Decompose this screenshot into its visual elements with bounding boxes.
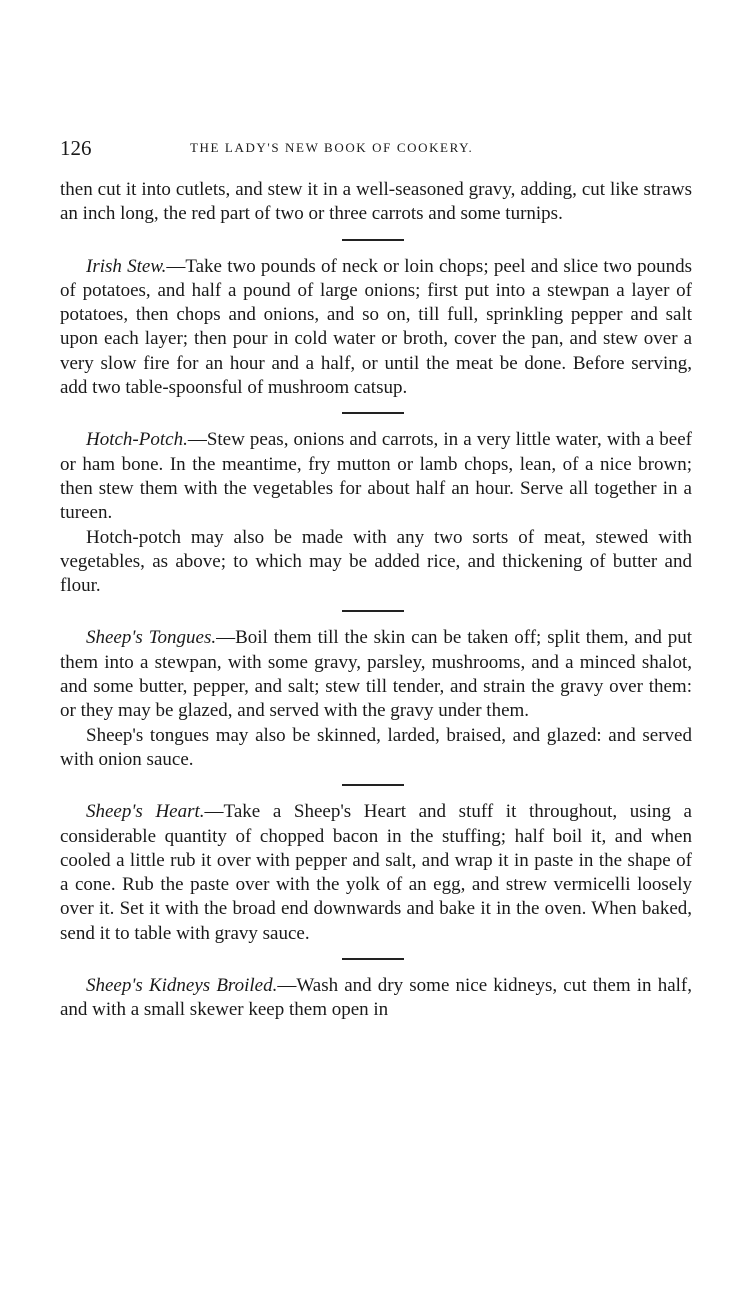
section-divider	[342, 412, 404, 414]
recipe-note: Hotch-potch may also be made with any two sorts of meat, stewed with vegetables, as above; to which may be added rice, and thickening of butter and flour.	[60, 526, 692, 597]
recipe-irish-stew	[60, 255, 692, 401]
recipe-sheeps-heart	[60, 800, 692, 946]
page-body	[60, 178, 692, 1023]
recipe-text: —Wash and dry some nice kidneys, cut them in half, and with a small skewer keep them open in	[60, 975, 692, 1021]
recipe-title: Hotch-Potch.	[86, 429, 188, 451]
recipe-sheeps-tongues	[60, 626, 692, 723]
recipe-text: —Take two pounds of neck or loin chops; peel and slice two pounds of potatoes, and half a pound of large onions; first put into a stewpan a layer of potatoes, then chops and onions, and so on, till full, sprinkling pepper and salt upon each layer; then pour in cold water or broth, cover the pan, and stew over a very slow fire for an hour and a half, or until the meat be done. Before serving, add two table-spoonsful of mushroom catsup.	[60, 255, 692, 399]
continued-paragraph: then cut it into cutlets, and stew it in a well-seasoned gravy, adding, cut like straws an inch long, the red part of two or three carrots and some turnips.	[60, 179, 692, 225]
recipe-text: —Boil them till the skin can be taken off; split them, and put them into a stewpan, with some gravy, parsley, mushrooms, and a minced shalot, and some butter, pepper, and salt; stew till tender, and strain the gravy over them: or they may be glazed, and served with the gravy under them.	[60, 627, 692, 722]
recipe-note: Sheep's tongues may also be skinned, larded, braised, and glazed: and served with onion sauce.	[60, 724, 692, 770]
recipe-title: Sheep's Tongues.	[86, 627, 217, 649]
page-number: 126	[60, 136, 92, 160]
recipe-text: —Stew peas, onions and carrots, in a very little water, with a beef or ham bone. In the meantime, fry mutton or lamb chops, lean, of a nice brown; then stew them with the vegetables for about half an hour. Serve all together in a tureen.	[60, 429, 692, 524]
recipe-text: —Take a Sheep's Heart and stuff it throughout, using a considerable quantity of chopped bacon in the stuffing; half boil it, and when cooled a little rub it over with pepper and salt, and wrap it in paste in the shape of a cone. Rub the paste over with the yolk of an egg, and strew vermicelli loosely over it. Set it with the broad end downwards and bake it in the oven. When baked, send it to table with gravy sauce.	[60, 801, 692, 944]
running-title: THE LADY'S NEW BOOK OF COOKERY.	[190, 140, 474, 155]
section-divider	[342, 784, 404, 786]
section-divider	[342, 958, 404, 960]
page-header	[60, 136, 692, 162]
recipe-title: Sheep's Kidneys Broiled.	[86, 975, 278, 997]
section-divider	[342, 610, 404, 612]
recipe-title: Sheep's Heart.	[86, 801, 205, 823]
recipe-hotch-potch	[60, 428, 692, 525]
recipe-title: Irish Stew.	[86, 255, 167, 277]
recipe-sheeps-kidneys-broiled	[60, 974, 692, 1023]
section-divider	[342, 239, 404, 241]
